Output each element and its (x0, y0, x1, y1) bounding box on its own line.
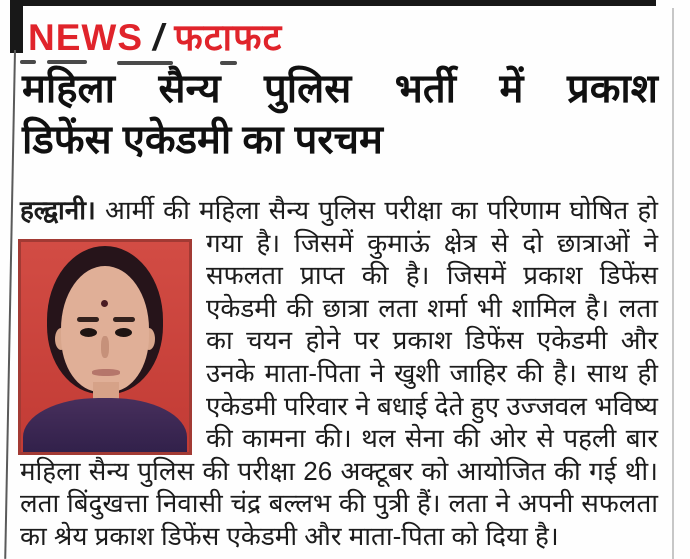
headline (22, 64, 658, 166)
dateline: हल्द्वानी। (20, 195, 96, 225)
left-corner-bar (10, 0, 23, 53)
body-line: लता बिंदुखत्ता निवासी चंद्र बल्लभ की पुत्री हैं। लता ने अपनी सफलता (20, 488, 658, 519)
body-line: एकेडमी की छात्रा लता शर्मा भी शामिल है। लता (206, 292, 658, 323)
top-rule (10, 0, 656, 6)
headline-line-2: डिफेंस एकेडमी का परचम (22, 118, 383, 162)
right-column-rule (672, 8, 674, 559)
masthead (28, 10, 282, 61)
body-line: महिला सैन्य पुलिस की परीक्षा 26 अक्टूबर को आयोजित की गई थी। (20, 455, 658, 486)
body-line-text: आर्मी की महिला सैन्य पुलिस परीक्षा का परिणाम घोषित हो (105, 195, 658, 225)
body-line: एकेडमी परिवार ने बधाई देते हुए उज्जवल भविष्य (206, 390, 658, 421)
news-label: NEWS (28, 17, 143, 58)
body-line: की कामना की। थल सेना की ओर से पहली बार (206, 423, 658, 454)
body-line: का श्रेय प्रकाश डिफेंस एकेडमी और माता-पिता को दिया है। (20, 520, 559, 551)
body-line: का चयन होने पर प्रकाश डिफेंस एकेडमी और (206, 325, 658, 356)
headline-line-1: महिला सैन्य पुलिस भर्ती में प्रकाश (22, 67, 658, 111)
section-label: फटाफट (174, 17, 283, 58)
body-line (20, 194, 658, 227)
masthead-separator: / (153, 17, 165, 58)
left-column-rule (4, 50, 16, 559)
body-line: उनके माता-पिता ने खुशी जाहिर की है। साथ ही (206, 357, 658, 388)
body-line: सफलता प्राप्त की है। जिसमें प्रकाश डिफेंस (206, 260, 658, 291)
article-body (20, 194, 658, 553)
body-line: गया है। जिसमें कुमाऊं क्षेत्र से दो छात्राओं ने (206, 227, 658, 258)
